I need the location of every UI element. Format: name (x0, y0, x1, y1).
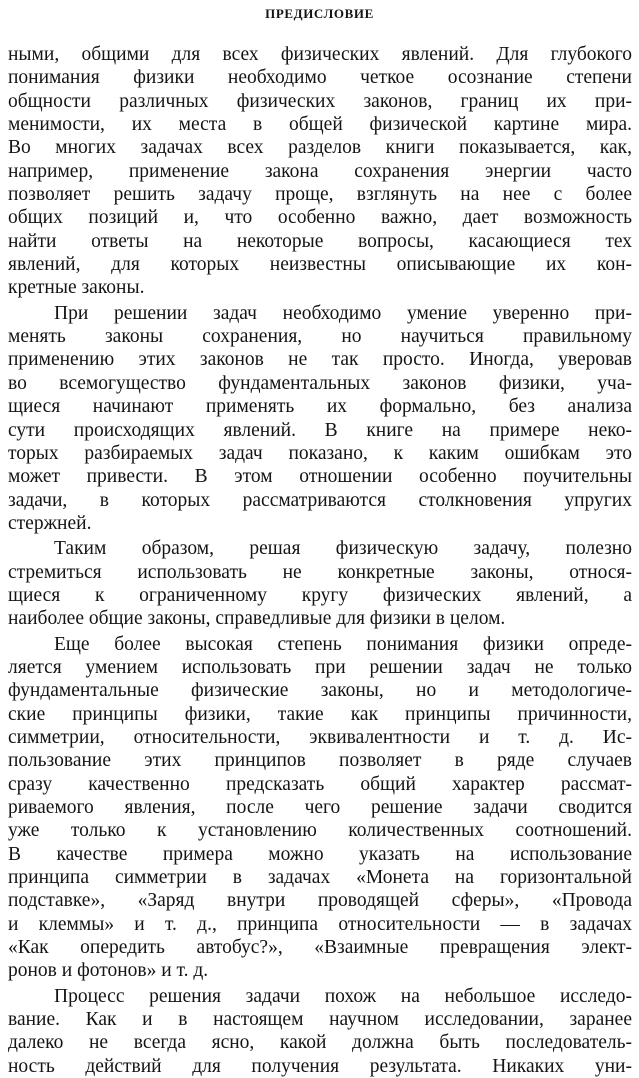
text-line: общих позиций и, что особенно важно, дает возможность (8, 207, 632, 229)
text-line: риваемого явления, после чего решение задачи сводится (8, 797, 632, 818)
text-line: например, применение закона сохранения энергии часто (8, 160, 632, 182)
text-line: пользование этих принципов позволяет в ряде случаев (8, 750, 632, 772)
text-line: ронов и фотонов» и т. д. (8, 960, 209, 982)
text-line: стержней. (8, 512, 92, 534)
paragraph-4 (8, 633, 632, 983)
text-line: сразу качественно предсказать общий характер рассмат- (8, 773, 632, 795)
text-line: «Как опередить автобус?», «Взаимные превращения элект- (8, 937, 632, 959)
paragraph-5 (8, 985, 632, 1078)
text-line: и клеммы» и т. д., принципа относительности — в задачах (8, 913, 632, 935)
text-line: Еще более высокая степень понимания физики опреде- (54, 633, 632, 655)
text-line: Во многих задачах всех разделов книги показывается, как, (8, 137, 632, 159)
text-line: сути происходящих явлений. В книге на примере неко- (8, 419, 632, 441)
text-line: позволяет решить задачу проще, взглянуть на нее с более (8, 184, 632, 206)
text-line: вание. Как и в настоящем научном исследовании, заранее (8, 1009, 632, 1031)
text-line: ляется умением использовать при решении задач не только (8, 656, 632, 678)
text-line: симметрии, относительности, эквивалентности и т. д. Ис- (8, 726, 632, 748)
text-line: менимости, их места в общей физической картине мира. (8, 114, 632, 136)
text-line: В качестве примера можно указать на использование (8, 843, 632, 865)
text-line: стремиться использовать не конкретные законы, относя- (8, 561, 632, 583)
text-line: может привести. В этом отношении особенно поучительны (8, 466, 632, 488)
text-line: найти ответы на некоторые вопросы, касающиеся тех (8, 230, 632, 252)
text-line: Таким образом, решая физическую задачу, полезно (54, 538, 632, 560)
text-line: явлений, для которых неизвестны описывающие их кон- (8, 254, 632, 276)
text-line: кретные законы. (8, 277, 145, 299)
text-line: понимания физики необходимо четкое осознание степени (8, 67, 632, 89)
text-line: уже только к установлению количественных соотношений. (8, 820, 632, 842)
text-line: ность действий для получения результата. Никаких уни- (8, 1055, 632, 1077)
paragraph-2 (8, 302, 632, 535)
text-line: торых разбираемых задач показано, к каким ошибкам это (8, 442, 632, 464)
paragraph-1 (8, 43, 632, 300)
text-line: подставке», «Заряд внутри проводящей сферы», «Провода (8, 890, 632, 912)
running-head: ПРЕДИСЛОВИЕ (265, 6, 374, 21)
text-line: щиеся начинают применять их формально, без анализа (8, 396, 632, 418)
text-line: наиболее общие законы, справедливые для физики в целом. (8, 608, 506, 630)
text-line: При решении задач необходимо умение уверенно при- (54, 302, 632, 324)
text-line: применению этих законов не так просто. Иногда, уверовав (8, 349, 632, 371)
text-line: щиеся к ограниченному кругу физических явлений, а (8, 584, 632, 606)
text-line: принципа симметрии в задачах «Монета на горизонтальной (8, 867, 632, 889)
text-line: фундаментальные физические законы, но и методологиче- (8, 680, 632, 702)
text-line: ские принципы физики, такие как принципы причинности, (8, 703, 632, 725)
text-line: далеко не всегда ясно, какой должна быть последователь- (8, 1032, 632, 1054)
body-text (8, 43, 632, 1078)
paragraph-3 (8, 537, 632, 630)
text-line: ными, общими для всех физических явлений. Для глубокого (8, 44, 632, 65)
text-line: менять законы сохранения, но научиться правильному (8, 326, 632, 348)
text-line: задачи, в которых рассматриваются столкновения упругих (8, 489, 632, 511)
text-line: общности различных физических законов, границ их при- (8, 90, 632, 112)
text-line: во всемогущество фундаментальных законов физики, уча- (8, 372, 632, 394)
text-line: Процесс решения задачи похож на небольшое исследо- (54, 985, 632, 1007)
